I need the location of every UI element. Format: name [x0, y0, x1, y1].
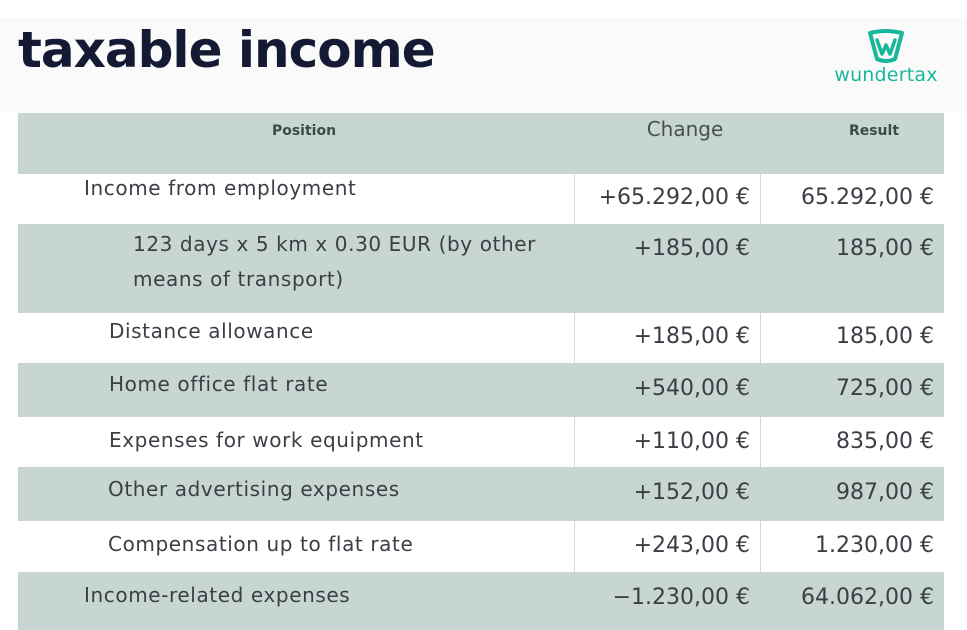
- change-cell: [574, 224, 760, 313]
- result-cell: [760, 572, 944, 630]
- change-cell: [574, 313, 760, 363]
- change-cell: [574, 467, 760, 521]
- result-value: 987,00 €: [836, 480, 934, 505]
- brand-name: wundertax: [834, 64, 938, 86]
- change-cell: [574, 174, 760, 224]
- position-cell: [18, 467, 574, 521]
- position-label: Income from employment: [84, 176, 357, 200]
- result-value: 725,00 €: [836, 376, 934, 401]
- wundertax-logo-icon: [864, 28, 908, 64]
- table-row: [18, 363, 944, 417]
- change-value: +243,00 €: [633, 533, 750, 558]
- change-value: +152,00 €: [633, 480, 750, 505]
- position-label: Distance allowance: [109, 319, 314, 343]
- position-cell: [18, 363, 574, 417]
- position-cell: [18, 521, 574, 572]
- position-cell: [18, 224, 574, 313]
- change-cell: [574, 521, 760, 572]
- result-value: 65.292,00 €: [801, 185, 934, 210]
- taxable-income-table: [18, 113, 944, 630]
- page-title: taxable income: [18, 21, 435, 79]
- table-row: [18, 572, 944, 630]
- change-value: +185,00 €: [633, 236, 750, 261]
- position-label: 123 days x 5 km x 0.30 EUR (by other means of transport): [133, 232, 536, 291]
- table-row: [18, 313, 944, 363]
- change-cell: [574, 572, 760, 630]
- table-row: [18, 174, 944, 224]
- result-value: 185,00 €: [836, 236, 934, 261]
- result-cell: [760, 417, 944, 467]
- result-value: 185,00 €: [836, 324, 934, 349]
- position-label: Other advertising expenses: [108, 477, 400, 501]
- table-row: [18, 224, 944, 313]
- position-label: Income-related expenses: [84, 583, 351, 607]
- result-value: 64.062,00 €: [801, 585, 934, 610]
- column-header-position: Position: [271, 123, 337, 139]
- position-label: Compensation up to flat rate: [108, 532, 414, 556]
- position-cell: [18, 174, 574, 224]
- position-cell: [18, 313, 574, 363]
- position-label: Home office flat rate: [109, 372, 329, 396]
- brand-logo: [826, 26, 946, 90]
- position-label: Expenses for work equipment: [109, 428, 424, 452]
- change-value: +185,00 €: [633, 324, 750, 349]
- result-value: 1.230,00 €: [815, 533, 934, 558]
- change-value: +540,00 €: [633, 376, 750, 401]
- change-value: +110,00 €: [633, 429, 750, 454]
- table-row: [18, 521, 944, 572]
- column-header-change: Change: [646, 117, 724, 141]
- result-cell: [760, 174, 944, 224]
- change-value: −1.230,00 €: [612, 585, 750, 610]
- change-cell: [574, 363, 760, 417]
- result-cell: [760, 224, 944, 313]
- table-header: [18, 113, 944, 174]
- result-cell: [760, 363, 944, 417]
- table-row: [18, 417, 944, 467]
- change-value: +65.292,00 €: [598, 185, 750, 210]
- position-cell: [18, 572, 574, 630]
- table-row: [18, 467, 944, 521]
- result-value: 835,00 €: [836, 429, 934, 454]
- position-cell: [18, 417, 574, 467]
- column-header-result: Result: [848, 123, 900, 139]
- change-cell: [574, 417, 760, 467]
- result-cell: [760, 313, 944, 363]
- result-cell: [760, 467, 944, 521]
- result-cell: [760, 521, 944, 572]
